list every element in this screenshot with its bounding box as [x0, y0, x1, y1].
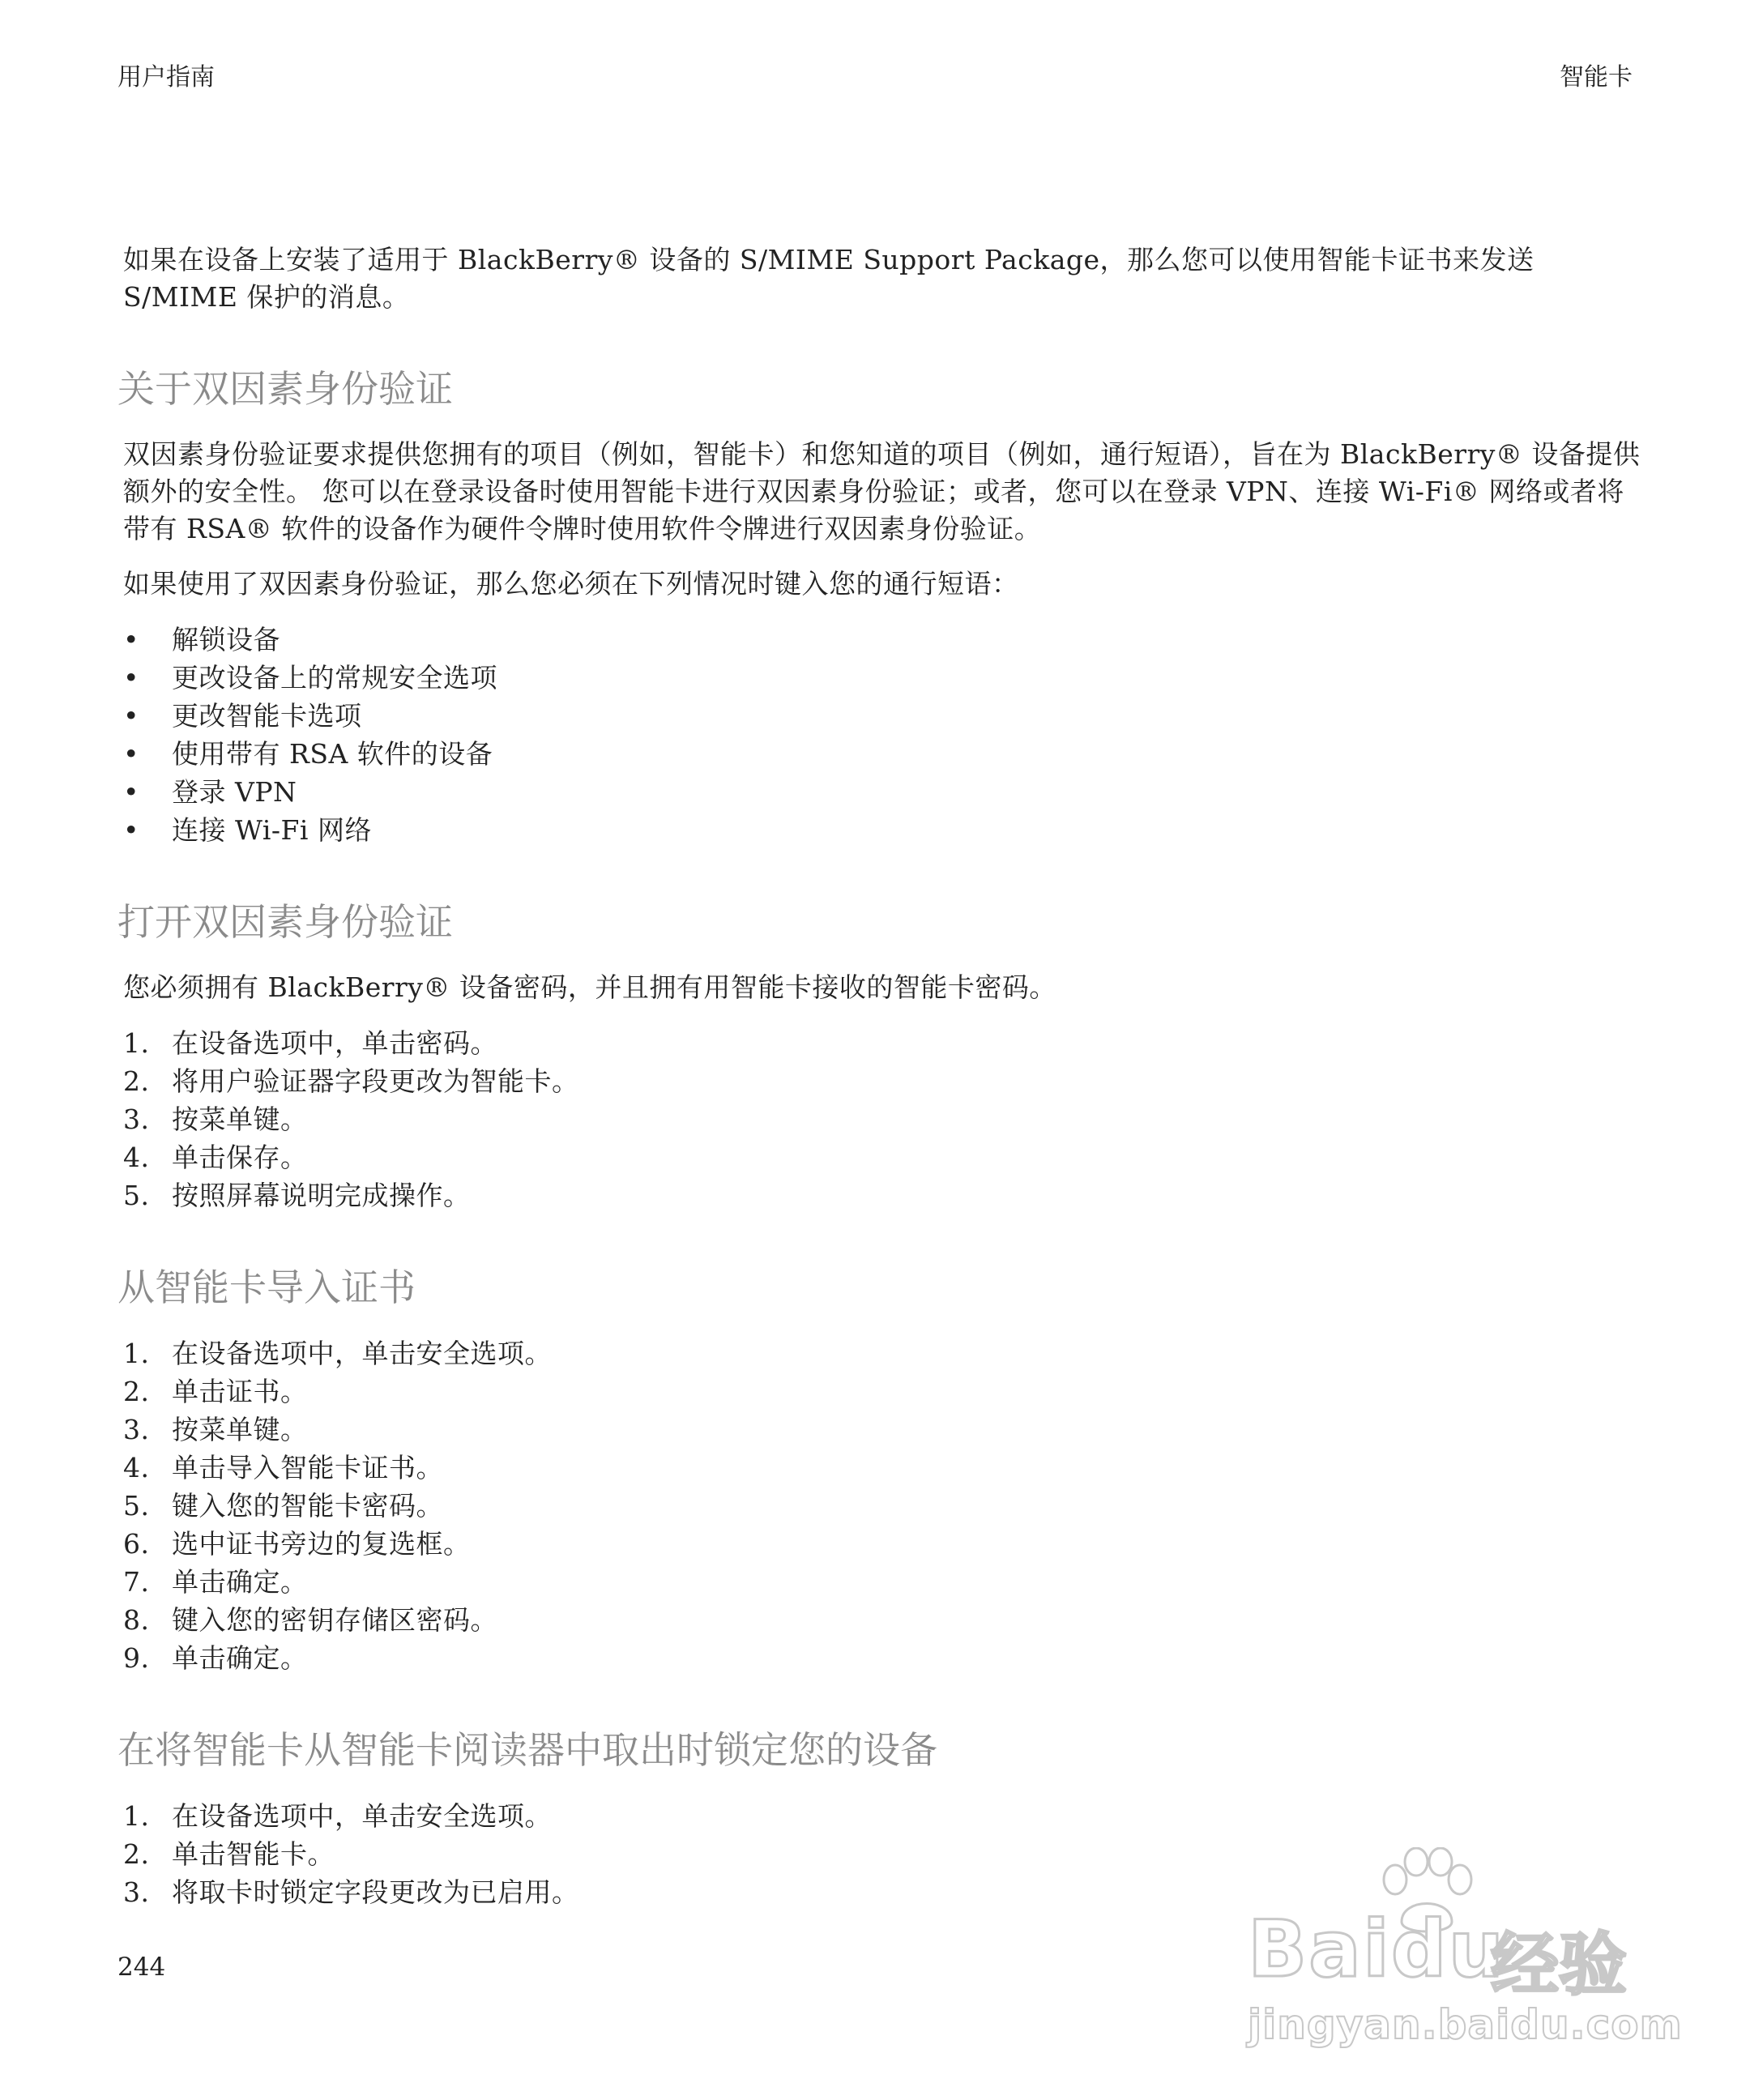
list-item: [123, 621, 1646, 659]
step-text: 。: [552, 1876, 579, 1908]
bullet-marker: •: [123, 814, 139, 846]
enable-two-factor-steps: [123, 1024, 1646, 1214]
ui-term: 已启用: [470, 1876, 552, 1908]
step-number: 1.: [123, 1027, 150, 1059]
list-item: [123, 697, 1646, 735]
step-item: [123, 1639, 1646, 1677]
ui-term: 菜单: [198, 1414, 254, 1445]
list-item: [123, 735, 1646, 773]
step-text: 将: [172, 1065, 199, 1097]
list-item-text: 更改设备上的常规安全选项: [172, 662, 497, 694]
step-number: 3.: [123, 1103, 150, 1135]
step-text: 在设备选项中，单击: [172, 1338, 416, 1369]
import-certs-steps: [123, 1334, 1646, 1677]
step-item: [123, 1411, 1646, 1449]
step-text: 。: [307, 1838, 335, 1870]
step-number: 6.: [123, 1528, 150, 1560]
step-number: 2.: [123, 1376, 150, 1407]
step-item: [123, 1138, 1646, 1176]
step-item: [123, 1563, 1646, 1601]
watermark-jingyan: 经验: [1491, 1925, 1628, 2004]
step-number: 4.: [123, 1142, 150, 1173]
step-text: 字段更改为: [335, 1065, 471, 1097]
bullet-marker: •: [123, 700, 139, 732]
bullet-marker: •: [123, 624, 139, 655]
section-title-import-certs: 从智能卡导入证书: [117, 1266, 416, 1309]
ui-term: 导入智能卡证书: [226, 1452, 416, 1483]
step-text: 单击: [172, 1142, 226, 1173]
passphrase-situations-list: [123, 621, 1646, 849]
step-text: 单击: [172, 1838, 226, 1870]
watermark-brand: Baidu: [1248, 1904, 1505, 1995]
ui-term: 菜单: [198, 1103, 254, 1135]
step-text: 按照屏幕说明完成操作。: [172, 1180, 471, 1211]
step-item: [123, 1100, 1646, 1138]
step-item: [123, 1525, 1646, 1563]
step-text: 。: [280, 1642, 308, 1674]
step-text: 按: [172, 1414, 199, 1445]
ui-term: 用户验证器: [198, 1065, 335, 1097]
step-text: 字段更改为: [335, 1876, 471, 1908]
step-number: 7.: [123, 1566, 150, 1598]
step-item: [123, 1334, 1646, 1372]
bullet-marker: •: [123, 662, 139, 694]
step-text: 键。: [253, 1414, 308, 1445]
list-item: [123, 659, 1646, 697]
bullet-marker: •: [123, 738, 139, 770]
ui-term: 密码: [416, 1027, 471, 1059]
step-text: 将: [172, 1876, 199, 1908]
section-title-enable-two-factor: 打开双因素身份验证: [117, 900, 453, 944]
ui-term: 保存: [226, 1142, 280, 1173]
page-number: 244: [117, 1953, 166, 1982]
list-item-text: 使用带有 RSA 软件的设备: [172, 738, 493, 770]
step-text: 。: [552, 1065, 579, 1097]
step-item: [123, 1487, 1646, 1525]
step-text: 。: [280, 1142, 308, 1173]
watermark-url: jingyan.baidu.com: [1248, 2001, 1683, 2048]
list-item-text: 登录 VPN: [172, 776, 297, 808]
running-header: [117, 57, 1633, 92]
step-number: 3.: [123, 1414, 150, 1445]
list-item: [123, 773, 1646, 811]
ui-term: 安全选项: [416, 1800, 525, 1832]
ui-term: 取卡时锁定: [198, 1876, 335, 1908]
step-number: 9.: [123, 1642, 150, 1674]
enable-two-factor-prereq: 您必须拥有 BlackBerry® 设备密码，并且拥有用智能卡接收的智能卡密码。: [123, 971, 1056, 1003]
ui-term: 智能卡: [226, 1838, 308, 1870]
step-text: 。: [416, 1452, 443, 1483]
step-text: 单击: [172, 1566, 226, 1598]
step-text: 选中证书旁边的复选框。: [172, 1528, 471, 1560]
two-factor-description: 双因素身份验证要求提供您拥有的项目（例如，智能卡）和您知道的项目（例如，通行短语），旨在为 BlackBerry® 设备提供额外的安全性。 您可以在登录设备时使用智能卡进行双因素身份验证；或者，您可以在登录 VPN、连接 Wi-Fi® 网络或者将带有 RSA® 软件的设备作为硬件令牌时使用软件令牌进行双因素身份验证。: [123, 438, 1641, 544]
ui-term: 确定: [226, 1642, 280, 1674]
step-item: [123, 1062, 1646, 1100]
step-number: 1.: [123, 1800, 150, 1832]
page-content: [117, 241, 1646, 1911]
header-doc-title: 用户指南: [117, 63, 215, 92]
step-text: 。: [524, 1800, 552, 1832]
ui-term: 智能卡: [470, 1065, 552, 1097]
step-text: 键。: [253, 1103, 308, 1135]
step-text: 在设备选项中，单击: [172, 1800, 416, 1832]
step-text: 单击: [172, 1376, 226, 1407]
header-chapter-title: 智能卡: [1560, 63, 1633, 92]
step-text: 按: [172, 1103, 199, 1135]
step-text: 。: [470, 1027, 497, 1059]
ui-term: 确定: [226, 1566, 280, 1598]
step-item: [123, 1797, 1646, 1835]
bullet-marker: •: [123, 776, 139, 808]
section-title-two-factor: 关于双因素身份验证: [117, 367, 453, 411]
step-text: 单击: [172, 1642, 226, 1674]
section-title-lock-on-removal: 在将智能卡从智能卡阅读器中取出时锁定您的设备: [117, 1728, 937, 1772]
step-number: 2.: [123, 1838, 150, 1870]
step-item: [123, 1024, 1646, 1062]
step-text: 在设备选项中，单击: [172, 1027, 416, 1059]
two-factor-passphrase-note: 如果使用了双因素身份验证，那么您必须在下列情况时键入您的通行短语：: [123, 568, 1019, 600]
step-number: 1.: [123, 1338, 150, 1369]
step-item: [123, 1176, 1646, 1214]
step-number: 3.: [123, 1876, 150, 1908]
step-number: 5.: [123, 1180, 150, 1211]
ui-term: 安全选项: [416, 1338, 525, 1369]
list-item-text: 解锁设备: [172, 624, 280, 655]
step-number: 2.: [123, 1065, 150, 1097]
step-item: [123, 1372, 1646, 1411]
step-text: 键入您的密钥存储区密码。: [172, 1604, 497, 1636]
step-number: 8.: [123, 1604, 150, 1636]
step-text: 。: [280, 1566, 308, 1598]
step-text: 。: [280, 1376, 308, 1407]
step-item: [123, 1449, 1646, 1487]
step-number: 5.: [123, 1490, 150, 1522]
step-item: [123, 1601, 1646, 1639]
list-item-text: 连接 Wi-Fi 网络: [172, 814, 372, 846]
list-item-text: 更改智能卡选项: [172, 700, 362, 732]
step-text: 。: [524, 1338, 552, 1369]
ui-term: 证书: [226, 1376, 280, 1407]
list-item: [123, 811, 1646, 849]
step-text: 单击: [172, 1452, 226, 1483]
intro-paragraph: 如果在设备上安装了适用于 BlackBerry® 设备的 S/MIME Support Package，那么您可以使用智能卡证书来发送 S/MIME 保护的消息。: [123, 244, 1534, 313]
step-number: 4.: [123, 1452, 150, 1483]
step-text: 键入您的智能卡密码。: [172, 1490, 443, 1522]
baidu-jingyan-watermark: [1248, 1847, 1683, 2058]
